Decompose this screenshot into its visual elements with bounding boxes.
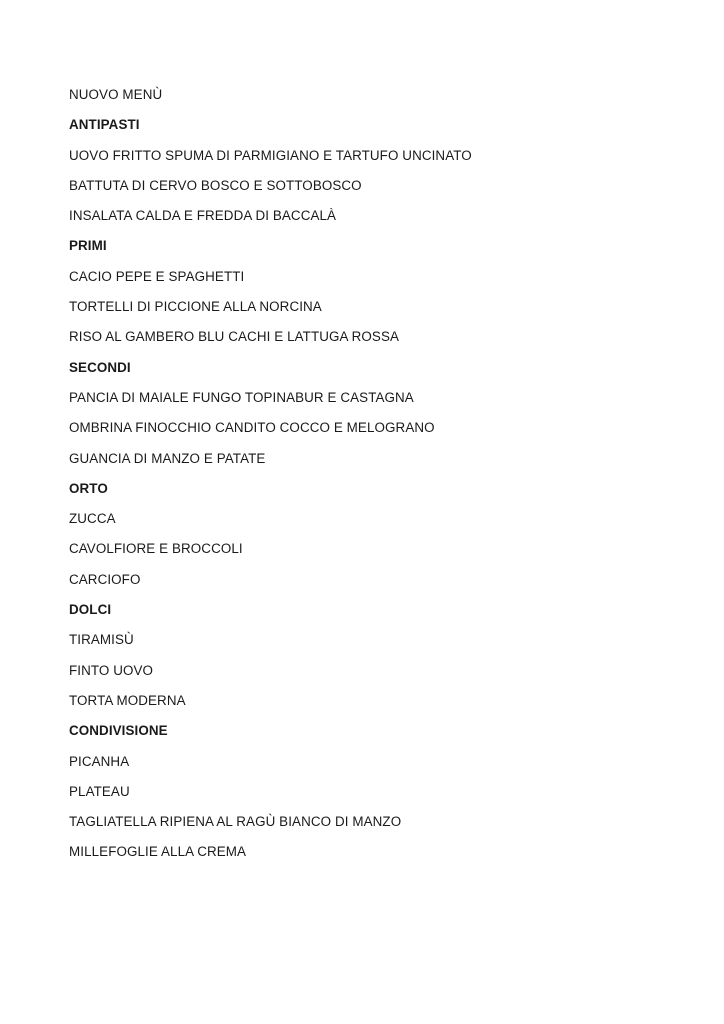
menu-document [69,84,689,872]
menu-item: MILLEFOGLIE ALLA CREMA [69,844,247,860]
menu-item: TIRAMISÙ [69,632,134,648]
menu-item: RISO AL GAMBERO BLU CACHI E LATTUGA ROSSA [69,329,400,345]
menu-item: TORTELLI DI PICCIONE ALLA NORCINA [69,299,322,315]
section-heading-primi: PRIMI [69,238,107,254]
section-heading-antipasti: ANTIPASTI [69,117,140,133]
menu-item: PLATEAU [69,783,130,799]
menu-item: ZUCCA [69,511,116,527]
menu-item: INSALATA CALDA E FREDDA DI BACCALÀ [69,208,337,224]
section-heading-dolci: DOLCI [69,602,112,618]
section-heading-condivisione: CONDIVISIONE [69,723,168,739]
menu-item: PANCIA DI MAIALE FUNGO TOPINABUR E CASTAGNA [69,389,414,405]
menu-item: TAGLIATELLA RIPIENA AL RAGÙ BIANCO DI MANZO [69,814,402,830]
menu-item: OMBRINA FINOCCHIO CANDITO COCCO E MELOGRANO [69,420,435,436]
menu-item: GUANCIA DI MANZO E PATATE [69,450,266,466]
menu-item: TORTA MODERNA [69,692,186,708]
menu-item: FINTO UOVO [69,662,154,678]
menu-item: CAVOLFIORE E BROCCOLI [69,541,243,557]
section-heading-secondi: SECONDI [69,359,131,375]
menu-item: UOVO FRITTO SPUMA DI PARMIGIANO E TARTUFO UNCINATO [69,147,472,163]
section-heading-orto: ORTO [69,480,108,496]
menu-item: PICANHA [69,753,130,769]
menu-title: NUOVO MENÙ [69,87,163,102]
menu-item: CACIO PEPE E SPAGHETTI [69,268,245,284]
menu-item: CARCIOFO [69,571,141,587]
menu-item: BATTUTA DI CERVO BOSCO E SOTTOBOSCO [69,177,362,193]
